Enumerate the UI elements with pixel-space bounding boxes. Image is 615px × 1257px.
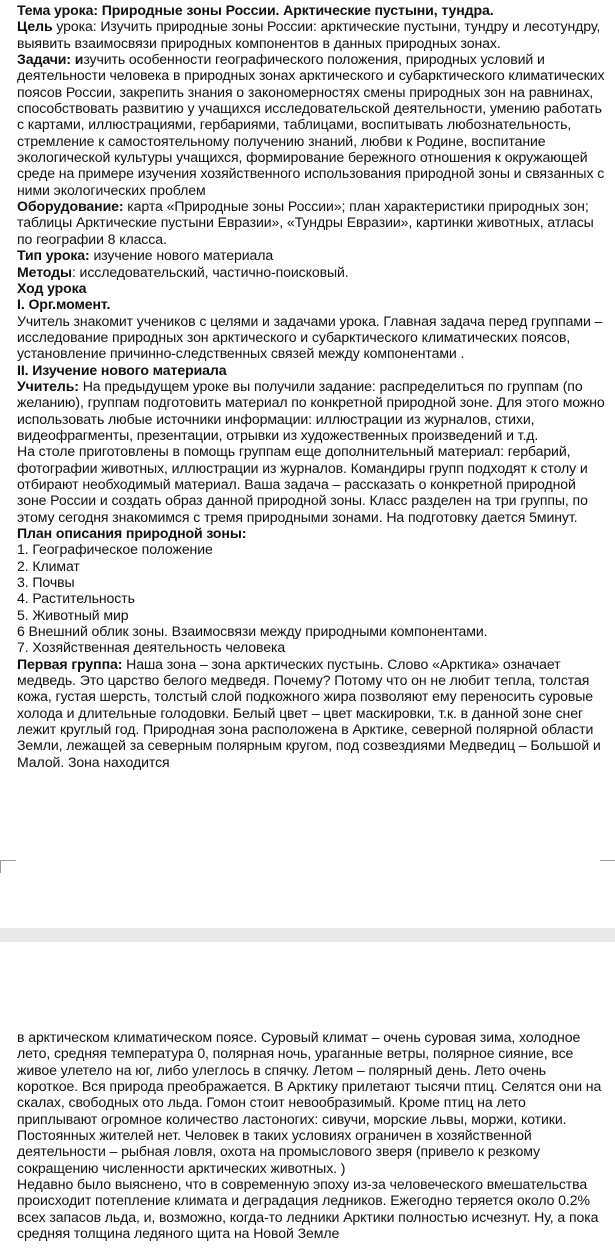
plan-item: 6 Внешний облик зоны. Взаимосвязи между природными компонентами. [17, 623, 488, 640]
teacher-paragraph: Учитель: На предыдущем уроке вы получили задание: распределиться по группам (по желанию), группам подготовить материал по конкретной природной зоне. Для этого можно использовать любые источники информации: иллюстрации из журналов, стихи, видеофрагменты, презентации, отрывки из художественных произведений и т.д. [17, 377, 605, 443]
table-material-paragraph: На столе приготовлены в помощь группам еще дополнительный материал: гербарий, фотографии животных, иллюстрации из журналов. Командиры групп подходят к столу и отбирают необходимый материал. Ваша задача – рассказать о конкретной природной зоне России и создать образ данной природной зоны. Класс разделен на три группы, по этому сегодня знакомимся с тремя природными зонами. На подготовку дается 5минут. [17, 443, 588, 525]
plan-item: 2. Климат [17, 557, 80, 574]
lesson-course-heading: Ход урока [17, 279, 87, 296]
page-gap [0, 880, 615, 1005]
plan-item: 1. Географическое положение [17, 541, 213, 558]
group-1-paragraph: Первая группа: Наша зона – зона арктических пустынь. Слово «Арктика» означает медведь. Это царство белого медведя. Почему? Потому что он не любит тепла, толстая кожа, густая шерсть, толстый слой подкожного жира позволяют ему переносить суровые холода и длительные голодовки. Белый цвет – цвет маскировки, т.к. в данной зоне снег лежит круглый год. Природная зона расположена в Арктике, северной полярной области Земли, лежащей за северным полярным кругом, под созвездиями Медведиц – Большой и Малой. Зона находится [17, 655, 601, 770]
document-page-2 [0, 1005, 615, 1257]
page-corner-mark [0, 860, 16, 873]
plan-item: 5. Животный мир [17, 606, 129, 623]
lesson-type: Тип урока: изучение нового материала [17, 247, 274, 264]
lesson-title: Тема урока: Природные зоны России. Арктические пустыни, тундра. [17, 2, 494, 18]
lesson-goal: Цель урока: Изучить природные зоны России: арктические пустыни, тундру и лесотундру, выявить взаимосвязи природных компонентов в данных природных зонах. [17, 18, 601, 51]
lesson-equipment: Оборудование: карта «Природные зоны России»; план характеристики природных зон; таблицы Арктические пустыни Евразии», «Тундры Евразии», картинки животных, атласы по географии 8 класса. [17, 198, 594, 247]
lesson-methods: Методы: исследовательский, частично-поисковый. [17, 263, 349, 280]
warming-paragraph: Недавно было выяснено, что в современную эпоху из-за человеческого вмешательства происходит потепление климата и деградация ледников. Ежегодно теряется около 0.2% всех запасов льда, и, возможно, когда-то ледники Арктики полностью исчезнут. Ну, а пока средняя толщина ледяного щита на Новой Земле [17, 1176, 599, 1242]
page-separator [0, 928, 615, 942]
page-2-text [17, 1029, 607, 1241]
plan-item: 3. Почвы [17, 574, 75, 591]
lesson-tasks: Задачи: изучить особенности географического положения, природных условий и деятельности человека в природных зонах арктического и субарктического климатических поясов России, закрепить знания о закономерностях смены природных зон на равнинах, способствовать развитию у учащихся исследовательской деятельности, умению работать с картами, иллюстрациями, гербариями, таблицами, воспитывать любознательность, стремление к самостоятельному получению знаний, любви к Родине, воспитание экологической культуры учащихся, формирование бережного отношения к окружающей среде на примере изучения хозяйственного использования природной зоны и связанных с ними экологических проблем [17, 51, 605, 198]
plan-heading: План описания природной зоны: [17, 525, 247, 541]
section-2-heading: II. Изучение нового материала [17, 361, 227, 378]
climate-paragraph: в арктическом климатическом поясе. Суровый климат – очень суровая зима, холодное лето, средняя температура 0, полярная ночь, ураганные ветры, полярное сияние, все живое улетело на юг, либо улеглось в спячку. Летом – полярный день. Лето очень короткое. Вся природа преображается. В Арктику прилетают тысячи птиц. Селятся они на скалах, свободных ото льда. Гомон стоит невообразимый. Кроме птиц на лето приплывают огромное количество ластоногих: сивучи, морские львы, моржи, котики. [17, 1029, 602, 1127]
section-1-text: Учитель знакомит учеников с целями и задачами урока. Главная задача перед группами – исследование природных зон арктического и субарктического климатических поясов, установление причинно-следственных связей между компонентами . [17, 312, 603, 362]
plan-item: 4. Растительность [17, 590, 135, 607]
section-1-heading: I. Орг.момент. [17, 296, 111, 313]
plan-item: 7. Хозяйственная деятельность человека [17, 639, 286, 656]
page-1-text [17, 2, 607, 770]
residents-paragraph: Постоянных жителей нет. Человек в таких условиях ограничен в хозяйственной деятельности – рыбная ловля, охота на промыслового зверя (привело к резкому сокращению численности арктических животных. ) [17, 1127, 540, 1176]
page-corner-mark [600, 860, 615, 873]
